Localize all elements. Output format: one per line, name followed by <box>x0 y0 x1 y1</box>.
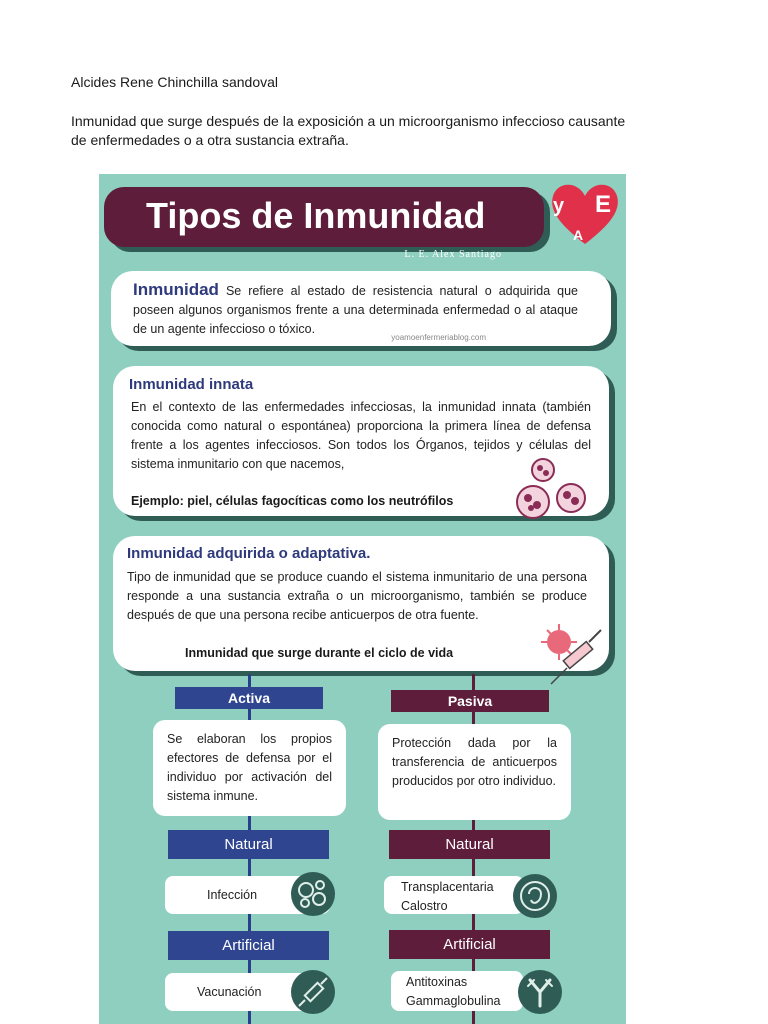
vaccine-icon <box>291 970 335 1014</box>
antibody-icon <box>518 970 562 1014</box>
svg-text:y: y <box>553 195 565 217</box>
definition-text: Se refiere al estado de resistencia natural o adquirida que poseen algunos organismos frente a una determinada enfermedad o al ataque de un agente infeccioso o tóxico. <box>133 284 578 336</box>
colostrum-label: Calostro <box>401 899 448 913</box>
innate-immunity-card <box>113 366 609 516</box>
innate-text: En el contexto de las enfermedades infecciosas, la inmunidad innata (también conocida como natural o espontánea) proporciona la primera línea de defensa frente a los agentes infecciosos. Son todos los Órganos, tejidos y células del sistema inmunitario con que nacemos, <box>131 400 591 471</box>
cells-icon <box>513 458 595 524</box>
gammaglobulin-label: Gammaglobulina <box>406 994 501 1008</box>
antitoxins-label: Antitoxinas <box>406 975 468 989</box>
poster-title: Tipos de Inmunidad <box>146 195 486 236</box>
passive-natural-item <box>384 876 524 914</box>
active-description: Se elaboran los propios efectores de defensa por el individuo por activación del sistema inmune. <box>153 720 346 816</box>
passive-natural-header: Natural <box>389 830 550 859</box>
heart-logo-icon <box>549 178 621 248</box>
passive-artificial-item <box>391 971 523 1011</box>
passive-header: Pasiva <box>391 690 549 712</box>
active-header: Activa <box>175 687 323 709</box>
poster-author-tag: L. E. Alex Santiago <box>404 249 502 260</box>
title-banner <box>104 187 544 260</box>
acquired-heading: Inmunidad adquirida o adaptativa. <box>127 545 371 562</box>
passive-description: Protección dada por la transferencia de anticuerpos producidos por otro individuo. <box>378 724 571 820</box>
svg-text:E: E <box>595 191 612 218</box>
infection-label: Infección <box>207 888 258 902</box>
active-artificial-header: Artificial <box>168 931 329 960</box>
active-natural-header: Natural <box>168 830 329 859</box>
vaccination-label: Vacunación <box>197 985 262 999</box>
svg-text:A: A <box>573 227 584 243</box>
innate-example: Ejemplo: piel, células fagocíticas como los neutrófilos <box>131 494 454 508</box>
intro-paragraph: Inmunidad que surge después de la exposición a un microorganismo infeccioso causante de enfermedades o a otra sustancia extraña. <box>71 113 626 148</box>
transplacental-label: Transplacentaria <box>401 880 494 894</box>
virus-icon <box>291 872 335 916</box>
definition-block <box>133 280 578 339</box>
innate-heading: Inmunidad innata <box>129 376 254 393</box>
author-name: Alcides Rene Chinchilla sandoval <box>71 74 279 90</box>
syringe-virus-icon <box>541 620 607 686</box>
definition-term: Inmunidad <box>133 280 219 299</box>
acquired-text: Tipo de inmunidad que se produce cuando el sistema inmunitario de una persona responde a una sustancia extraña o un microorganismo, también se produce después de que una persona recibe anticuerpos de otra fuente. <box>127 570 587 622</box>
acquired-subtitle: Inmunidad que surge durante el ciclo de vida <box>185 646 454 660</box>
definition-card <box>111 271 611 346</box>
fetus-icon <box>513 874 557 918</box>
source-url: yoamoenfermeriablog.com <box>391 333 486 342</box>
acquired-immunity-card <box>113 536 609 671</box>
passive-artificial-header: Artificial <box>389 930 550 959</box>
infographic-poster <box>99 174 626 1024</box>
